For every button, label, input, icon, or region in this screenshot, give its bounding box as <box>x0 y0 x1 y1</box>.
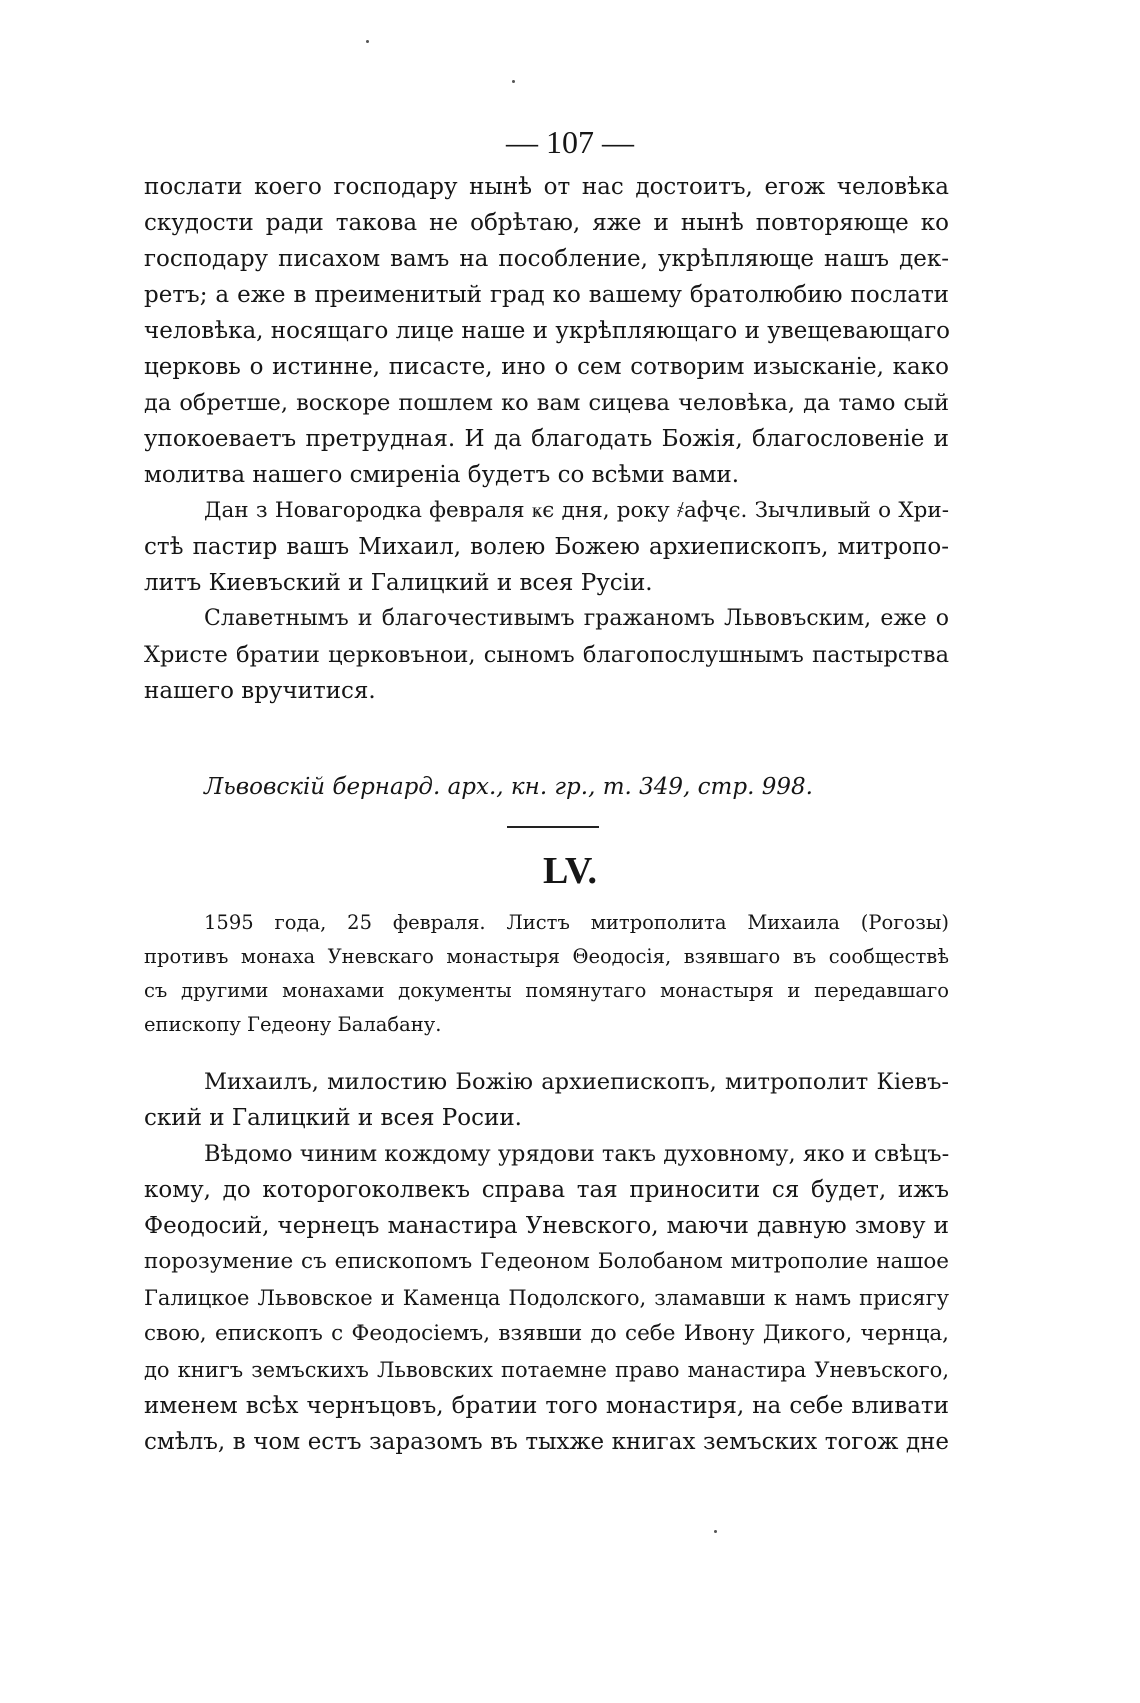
text-line: смѣлъ, в чом естъ заразомъ въ тыхже книгах земъских тогож дне <box>144 1429 949 1455</box>
text-line: именем всѣх чернъцовъ, братии того монастиря, на себе вливати <box>144 1393 949 1419</box>
page-number: — 107 — <box>506 124 634 160</box>
text-line: церковь о истинне, писасте, ино о сем сотворим изысканіе, како <box>144 354 949 380</box>
text-line: ретъ; а еже в преименитый град ко вашему братолюбию послати <box>144 282 949 308</box>
text-line: до книгъ земъскихъ Львовских потаемне право манастира Уневъского, <box>144 1358 949 1382</box>
regest-line: епископу Гедеону Балабану. <box>144 1013 442 1036</box>
text-line: скудости ради такова не обрѣтаю, яже и нынѣ повторяюще ко <box>144 210 949 236</box>
text-line: молитва нашего смиреніа будетъ со всѣми вами. <box>144 462 740 488</box>
text-line: Славетнымъ и благочестивымъ гражаномъ Львовъским, еже о <box>204 606 949 631</box>
text-line: Галицкое Львовское и Каменца Подолского, зламавши к намъ присягу <box>144 1286 949 1310</box>
text-line: стѣ пастир вашъ Михаил, волею Божею архиепископъ, митропо- <box>144 534 949 560</box>
text-line: упокоеваетъ претрудная. И да благодать Божія, благословеніе и <box>144 426 949 452</box>
text-line: нашего вручитися. <box>144 678 376 704</box>
section-heading: LV. <box>543 850 597 892</box>
text-line: свою, епископъ с Феодосіемъ, взявши до себе Ивону Дикого, чернца, <box>144 1321 949 1346</box>
speck-mark <box>512 80 515 83</box>
text-line: порозумение съ епископомъ Гедеоном Болобаном митрополие нашое <box>144 1249 949 1274</box>
speck-mark <box>714 1530 717 1533</box>
regest-line: 1595 года, 25 февраля. Листъ митрополита Михаила (Рогозы) <box>204 911 949 934</box>
text-line: Дан з Новагородка февраля ҝє дня, року ҂афҷє. Зычливый о Хри- <box>204 498 949 523</box>
speck-mark <box>366 40 369 43</box>
text-line: послати коего господару нынѣ от нас достоитъ, егож человѣка <box>144 174 949 200</box>
section-divider <box>507 826 599 828</box>
source-citation: Львовскій бернард. арх., кн. гр., т. 349, стр. 998. <box>204 774 813 800</box>
text-line: Михаилъ, милостию Божію архиепископъ, митрополит Кіевъ- <box>204 1069 949 1095</box>
regest-line: съ другими монахами документы помянутаго монастыря и передавшаго <box>144 979 949 1002</box>
text-line: Феодосий, чернецъ манастира Уневского, маючи давную змову и <box>144 1213 949 1239</box>
text-line: Христе братии церковънои, сыномъ благопослушнымъ пастырства <box>144 642 949 668</box>
regest-line: противъ монаха Уневскаго монастыря Θеодосія, взявшаго въ сообществѣ <box>144 945 949 968</box>
text-line: литъ Киевъский и Галицкий и всея Русіи. <box>144 570 653 596</box>
text-line: ский и Галицкий и всея Росии. <box>144 1105 522 1131</box>
text-line: Вѣдомо чиним кождому урядови такъ духовному, яко и свѣцъ- <box>204 1141 950 1167</box>
text-line: господару писахом вамъ на пособление, укрѣпляюще нашъ дек- <box>144 246 949 272</box>
text-line: человѣка, носящаго лице наше и укрѣпляющаго и увещевающаго <box>144 318 950 344</box>
text-line: да обретше, воскоре пошлем ко вам сицева человѣка, да тамо сый <box>144 390 949 416</box>
text-line: кому, до которогоколвекъ справа тая приносити ся будет, ижъ <box>144 1177 949 1203</box>
